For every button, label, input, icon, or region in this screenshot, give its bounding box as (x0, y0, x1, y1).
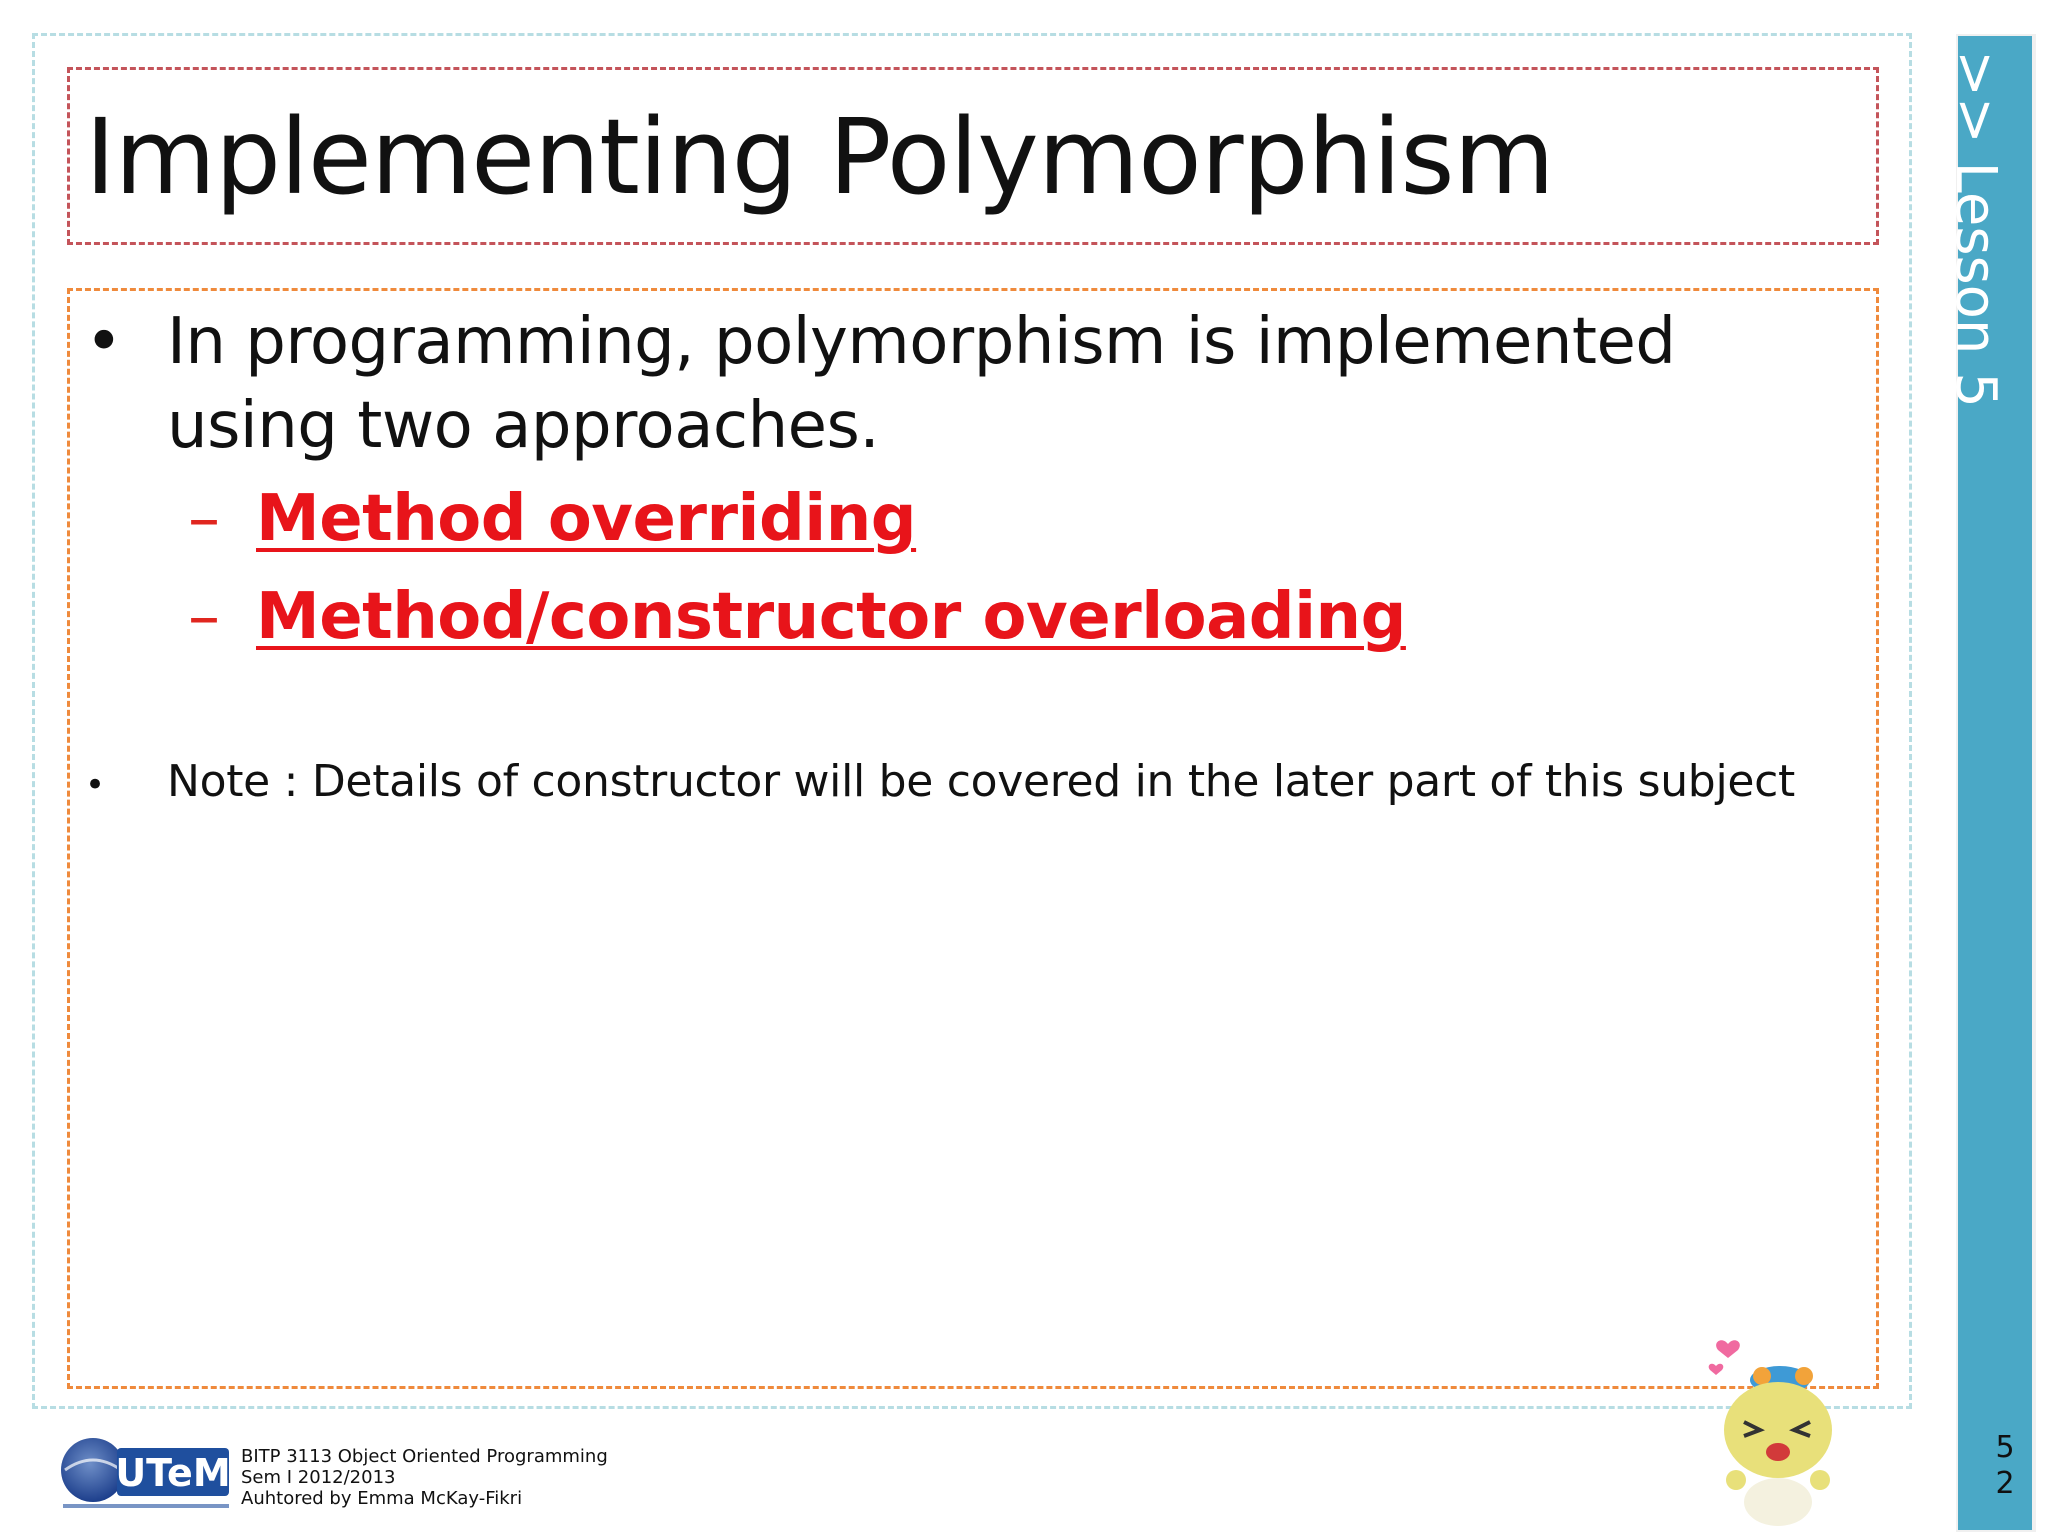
lesson-label: >> Lesson 5 (1943, 50, 2008, 408)
footer-semester: Sem I 2012/2013 (241, 1467, 396, 1488)
svg-text:UTeM: UTeM (115, 1451, 231, 1495)
note-bullet (85, 754, 1795, 813)
dash-icon: – (188, 482, 220, 556)
page-number (1990, 1430, 2020, 1502)
main-bullet-text: In programming, polymorphism is implemented using two approaches. (167, 305, 1676, 463)
page-number-line2: 2 (1995, 1466, 2015, 1501)
footer-info (241, 1446, 608, 1509)
method-overloading-link[interactable]: Method/constructor overloading (256, 580, 1406, 654)
footer-course: BITP 3113 Object Oriented Programming (241, 1446, 608, 1467)
method-overriding-link[interactable]: Method overriding (256, 482, 917, 556)
bullet-icon: • (85, 305, 123, 379)
slide-title: Implementing Polymorphism (85, 96, 1554, 218)
sub-bullet-method-overloading (188, 580, 1406, 654)
dash-icon: – (188, 580, 220, 654)
note-text: Note : Details of constructor will be covered in the later part of this subject (167, 756, 1795, 807)
footer-author: Auhtored by Emma McKay-Fikri (241, 1488, 523, 1509)
main-bullet (85, 300, 1797, 468)
utem-logo-icon (55, 1430, 235, 1516)
tiger-mascot-icon (1700, 1330, 1850, 1530)
sub-bullet-method-overriding (188, 482, 916, 556)
page-number-line1: 5 (1995, 1430, 2015, 1465)
bullet-icon: • (85, 765, 106, 805)
